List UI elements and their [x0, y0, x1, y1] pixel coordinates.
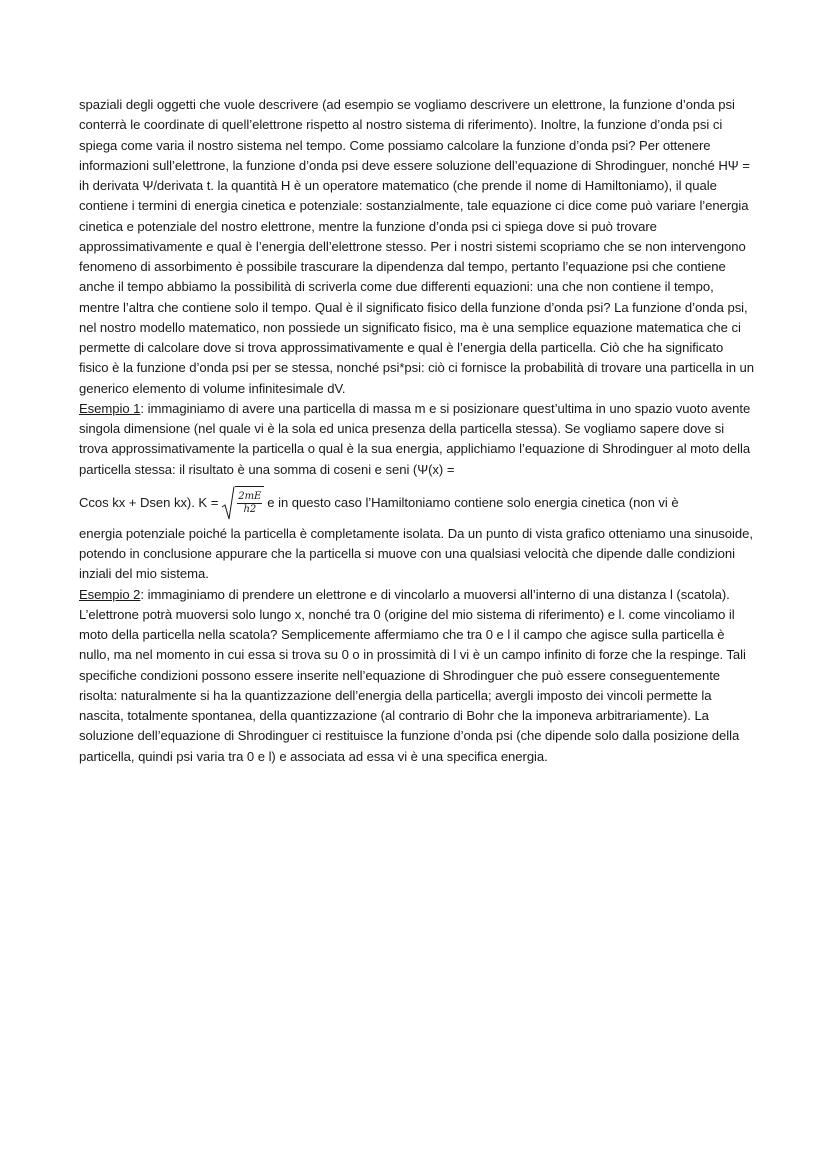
example-2-text: : immaginiamo di prendere un elettrone e di vincolarlo a muoversi all’interno di una distanza l (scatola). L’elettrone potrà muoversi solo lungo x, nonché tra 0 (origine del mio sistema di riferimento) e l. come vincoliamo il moto della particella nella scatola? Semplicemente affermiamo che tra 0 e l il campo che agisce sulla particella è nullo, ma nel momento in cui essa si trova su 0 o in prossimità di l vi è un campo infinito di forze che la respinge. Tali specifiche condizioni possono essere inserite nell’equazione di Shrodinguer che può essere conseguentemente risolta: naturalmente si ha la quantizzazione dell’energia della particella; avergli imposto dei vincoli permette la nascita, totalmente spontanea, della quantizzazione (al contrario di Bohr che la imponeva arbitrariamente). La soluzione dell’equazione di Shrodinguer ci restituisce la funzione d’onda psi (che dipende solo dalla posizione della particella, quindi psi varia tra 0 e l) e associata ad essa vi è una specifica energia.	[79, 586, 746, 764]
document-body	[79, 95, 755, 767]
square-root-sign-icon	[221, 486, 235, 520]
example-1-text: : immaginiamo di avere una particella di massa m e si posizionare quest’ultima in uno spazio vuoto avente singola dimensione (nel quale vi è la sola ed unica presenza della particella stessa). Se vogliamo sapere dove si trova approssimativamente la particella o qual è la sua energia, applichiamo l’equazione di Shrodinguer al moto della particella stessa: il risultato è una somma di coseni e seni (Ψ(x) =	[79, 400, 751, 477]
example-2-label: Esempio 2	[79, 586, 141, 602]
example-1-paragraph	[79, 399, 755, 480]
radicand	[235, 486, 264, 520]
square-root-formula	[221, 486, 264, 520]
example-1-label: Esempio 1	[79, 400, 141, 416]
fraction-denominator: h2	[243, 504, 257, 516]
formula-lead: Ccos kx + Dsen kx). K =	[79, 494, 219, 510]
example-2-paragraph	[79, 585, 755, 767]
example-1-continuation: energia potenziale poiché la particella è completamente isolata. Da un punto di vista grafico otteniamo una sinusoide, potendo in conclusione appurare che la particella si muove con una qualsiasi velocità che dipende dalle condizioni inziali del mio sistema.	[79, 525, 753, 582]
paragraph-intro: spaziali degli oggetti che vuole descrivere (ad esempio se vogliamo descrivere un elettrone, la funzione d’onda psi conterrà le coordinate di quell’elettrone rispetto al nostro sistema di riferimento). Inoltre, la funzione d’onda psi ci spiega come varia il nostro sistema nel tempo. Come possiamo calcolare la funzione d’onda psi? Per ottenere informazioni sull’elettrone, la funzione d’onda psi deve essere soluzione dell’equazione di Shrodinguer, nonché HΨ = ih derivata Ψ/derivata t. la quantità H è un operatore matematico (che prende il nome di Hamiltoniamo), il quale contiene i termini di energia cinetica e potenziale: sostanzialmente, tale equazione ci dice come può variare l’energia cinetica e potenziale del nostro elettrone, mentre la funzione d’onda psi ci spiega dove si può trovare approssimativamente e qual è l’energia dell’elettrone stesso. Per i nostri sistemi scopriamo che se non intervengono fenomeno di assorbimento è possibile trascurare la dipendenza dal tempo, pertanto l’equazione psi che contiene anche il tempo abbiamo la possibilità di scriverla come due differenti equazioni: una che non contiene il tempo, mentre l’altra che contiene solo il tempo. Qual è il significato fisico della funzione d’onda psi? La funzione d’onda psi, nel nostro modello matematico, non possiede un significato fisico, ma è una semplice equazione matematica che ci permette di calcolare dove si trova approssimativamente e qual è l’energia della particella. Ciò che ha significato fisico è la funzione d’onda psi per se stessa, nonché psi*psi: ciò ci fornisce la probabilità di trovare una particella in un generico elemento di volume infinitesimale dV.	[79, 97, 755, 396]
fraction	[237, 491, 262, 516]
fraction-numerator: 2mE	[238, 491, 262, 503]
formula-tail: e in questo caso l’Hamiltoniamo contiene solo energia cinetica (non vi è	[267, 494, 679, 510]
example-1-formula-line	[79, 482, 755, 524]
